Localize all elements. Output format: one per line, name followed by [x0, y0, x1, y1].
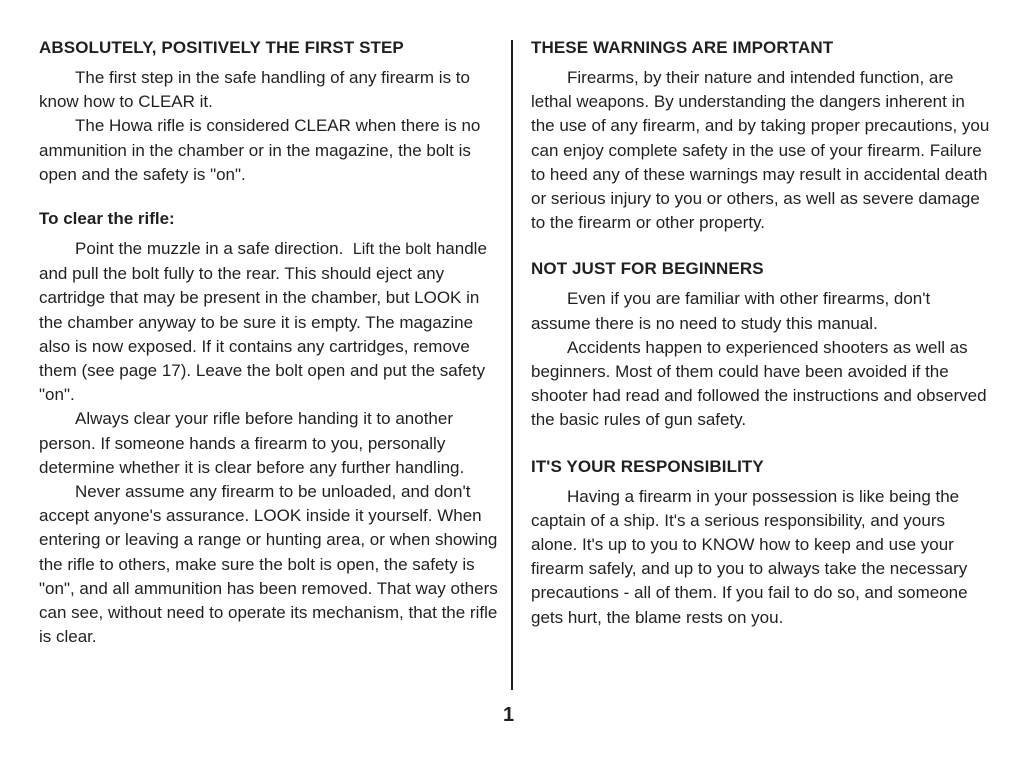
- page-number: 1: [503, 704, 515, 726]
- intro-paragraph-2: The Howa rifle is considered CLEAR when there is no ammunition in the chamber or in the magazine, the bolt is open and the safety is "on".: [39, 116, 481, 184]
- first-step-heading: ABSOLUTELY, POSITIVELY THE FIRST STEP: [39, 38, 404, 57]
- intro-paragraph-1: The first step in the safe handling of any firearm is to know how to CLEAR it.: [39, 68, 470, 112]
- responsibility-heading: IT'S YOUR RESPONSIBILITY: [531, 456, 764, 476]
- spacer: [531, 235, 991, 257]
- beginners-paragraph-2: Accidents happen to experienced shooters as well as beginners. Most of them could have been avoided if the shooter had read and followed the instructions and observed the basic rules of gun safety.: [531, 337, 987, 430]
- right-column: [531, 36, 991, 630]
- spacer: [39, 187, 501, 207]
- left-column: [39, 36, 501, 649]
- warnings-heading: THESE WARNINGS ARE IMPORTANT: [531, 38, 834, 57]
- clear-rifle-paragraph: [39, 237, 501, 407]
- spacer: [531, 433, 991, 455]
- clear-rifle-paragraph-highlight: Lift the bolt: [352, 241, 432, 259]
- responsibility-paragraph: Having a firearm in your possession is like being the captain of a ship. It's a serious responsibility, and yours alone. It's up to you to KNOW how to keep and use your firearm safely, and up to you to always take the necessary precautions - all of them. If you fail to do so, and someone gets hurt, the blame rests on you.: [531, 486, 968, 627]
- never-assume-paragraph: Never assume any firearm to be unloaded, and don't accept anyone's assurance. LOOK inside it yourself. When entering or leaving a range or hunting area, or when showing the rifle to others, make sure the bolt is open, the safety is "on", and all ammunition has been removed. That way others can see, without need to operate its mechanism, that the rifle is clear.: [39, 482, 498, 647]
- clear-rifle-paragraph-rest: handle and pull the bolt fully to the rear. This should eject any cartridge that may be present in the chamber, but LOOK in the chamber anyway to be sure it is empty. The magazine also is now exposed. If it contains any cartridges, remove them (see page 17). Leave the bolt open and put the safety "on".: [39, 239, 487, 405]
- beginners-paragraph-1: Even if you are familiar with other firearms, don't assume there is no need to study this manual.: [531, 289, 931, 333]
- column-divider: [511, 40, 513, 690]
- clear-rifle-subheading: To clear the rifle:: [39, 209, 175, 229]
- always-clear-paragraph: Always clear your rifle before handing it to another person. If someone hands a firearm to you, personally determine whether it is clear before any further handling.: [39, 409, 465, 477]
- warnings-paragraph: Firearms, by their nature and intended function, are lethal weapons. By understanding the dangers inherent in the use of any firearm, and by taking proper precautions, you can enjoy complete safety in the use of your firearm. Failure to heed any of these warnings may result in accidental death or serious injury to you or others, as well as severe damage to the firearm or other property.: [531, 68, 990, 233]
- beginners-heading: NOT JUST FOR BEGINNERS: [531, 259, 764, 279]
- clear-rifle-paragraph-start: Point the muzzle in a safe direction.: [75, 239, 344, 259]
